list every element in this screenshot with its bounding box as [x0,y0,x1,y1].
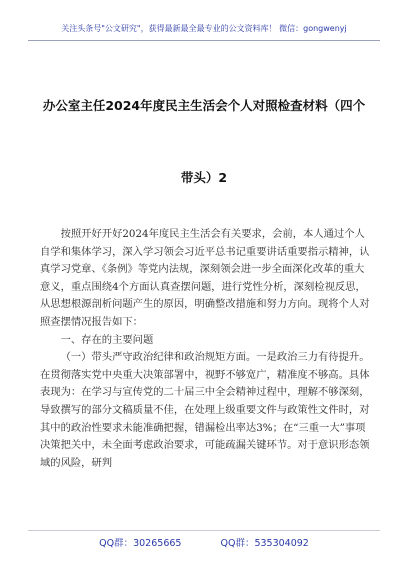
document-body [40,226,370,472]
footer [0,535,408,549]
footer-qq-group-1: QQ群：30265665 [99,538,182,549]
intro-paragraph: 按照开好开好2024年度民主生活会有关要求，会前，本人通过个人自学和集体学习，深入学习领会习近平总书记重要讲话重要指示精神，认真学习党章、《条例》等党内法规，深刻领会进一步全面深化改革的重大意义，重点围绕4个方面认真查摆问题，进行党性分析，深刻检视反思，从思想根源剖析问题产生的原因，明确整改措施和努力方向。现将个人对照查摆情况报告如下： [40,228,370,328]
section-heading: 一、存在的主要问题 [60,333,154,346]
header-banner: 关注头条号"公文研究"，获得最新最全最专业的公文资料库！ 微信：gongwenyj [28,18,380,41]
issue-paragraph: （一）带头严守政治纪律和政治规矩方面。一是政治三力有待提升。在贯彻落实党中央重大决策部署中，视野不够宽广，精准度不够高。具体表现为：在学习与宣传党的二十届三中全会精神过程中，理解不够深刻，导致撰写的部分文稿质量不佳，在处理上级重要文件与政策性文件时，对其中的政治性要求未能准确把握，错漏检出率达3%；在“三重一大”事项决策把关中，未全面考虑政治要求，可能疏漏关键环节。对于意识形态领域的风险，研判 [40,351,370,469]
document-title-line2: 带头）2 [180,170,228,185]
document-title-line1: 办公室主任2024年度民主生活会个人对照检查材料（四个 [42,98,366,113]
footer-divider [28,530,380,531]
footer-qq-group-2: QQ群：535304092 [220,538,309,549]
